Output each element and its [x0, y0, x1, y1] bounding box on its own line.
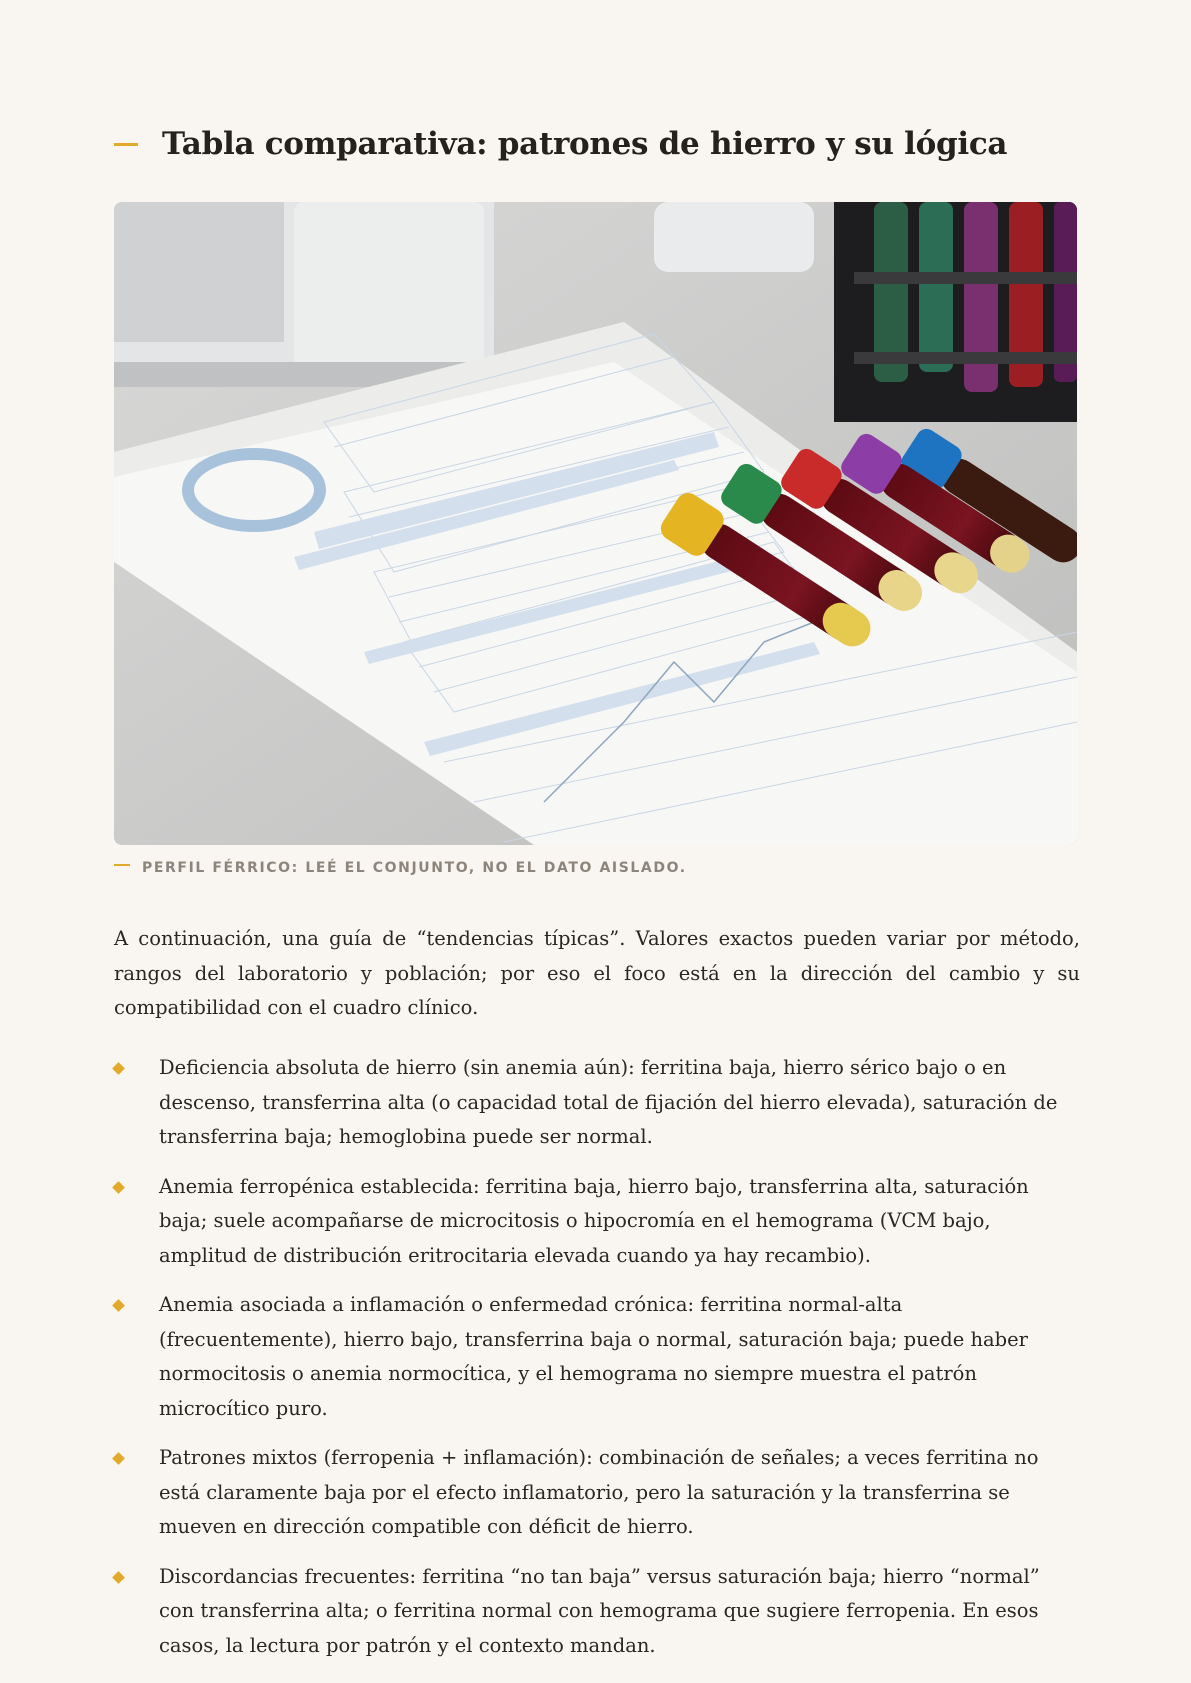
list-item-text: Discordancias frecuentes: ferritina “no tan baja” versus saturación baja; hierro “normal” con transferrina alta; o ferritina normal con hemograma que sugiere ferropenia. En esos casos, la lectura por patrón y el contexto mandan.: [159, 1564, 1040, 1657]
intro-paragraph: A continuación, una guía de “tendencias típicas”. Valores exactos pueden variar por método, rangos del laboratorio y población; por eso el foco está en la dirección del cambio y su compatibilidad con el cuadro clínico.: [114, 927, 1080, 1019]
heading-accent-dash: [114, 143, 138, 146]
diamond-bullet-icon: [112, 1299, 125, 1312]
caption-accent-dash: [114, 864, 130, 866]
lab-photo: [114, 202, 1077, 845]
list-item: [114, 1288, 1080, 1426]
list-item-text: Patrones mixtos (ferropenia + inflamación): combinación de señales; a veces ferritina no está claramente baja por el efecto inflamatorio, pero la saturación y la transferrina se mueven en dirección compatible con déficit de hierro.: [159, 1446, 1039, 1538]
list-item: [114, 1560, 1080, 1664]
list-item-text: Anemia asociada a inflamación o enfermedad crónica: ferritina normal-alta (frecuentemente), hierro bajo, transferrina baja o normal, saturación baja; puede haber normocitosis o anemia normocítica, y el hemograma no siempre muestra el patrón microcítico puro.: [159, 1293, 1028, 1420]
list-item-text: Anemia ferropénica establecida: ferritina baja, hierro bajo, transferrina alta, saturación baja; suele acompañarse de microcitosis o hipocromía en el hemograma (VCM bajo, amplitud de distribución eritrocitaria elevada cuando ya hay recambio).: [159, 1174, 1029, 1267]
figure-caption: [114, 860, 1074, 876]
pattern-list: [114, 1051, 1080, 1678]
diamond-bullet-icon: [112, 1571, 125, 1584]
caption-text: PERFIL FÉRRICO: LEÉ EL CONJUNTO, NO EL DATO AISLADO.: [142, 860, 687, 876]
diamond-bullet-icon: [112, 1062, 125, 1075]
list-item: [114, 1441, 1080, 1545]
diamond-bullet-icon: [112, 1181, 125, 1194]
blood-tubes-photo-icon: [114, 202, 1077, 845]
list-item: [114, 1170, 1080, 1274]
list-item: [114, 1051, 1080, 1155]
diamond-bullet-icon: [112, 1452, 125, 1465]
section-heading: [114, 118, 1074, 170]
list-item-text: Deficiencia absoluta de hierro (sin anemia aún): ferritina baja, hierro sérico bajo o en descenso, transferrina alta (o capacidad total de fijación del hierro elevada), saturación de transferrina baja; hemoglobina puede ser normal.: [159, 1056, 1058, 1148]
page-title: Tabla comparativa: patrones de hierro y su lógica: [162, 126, 1008, 162]
